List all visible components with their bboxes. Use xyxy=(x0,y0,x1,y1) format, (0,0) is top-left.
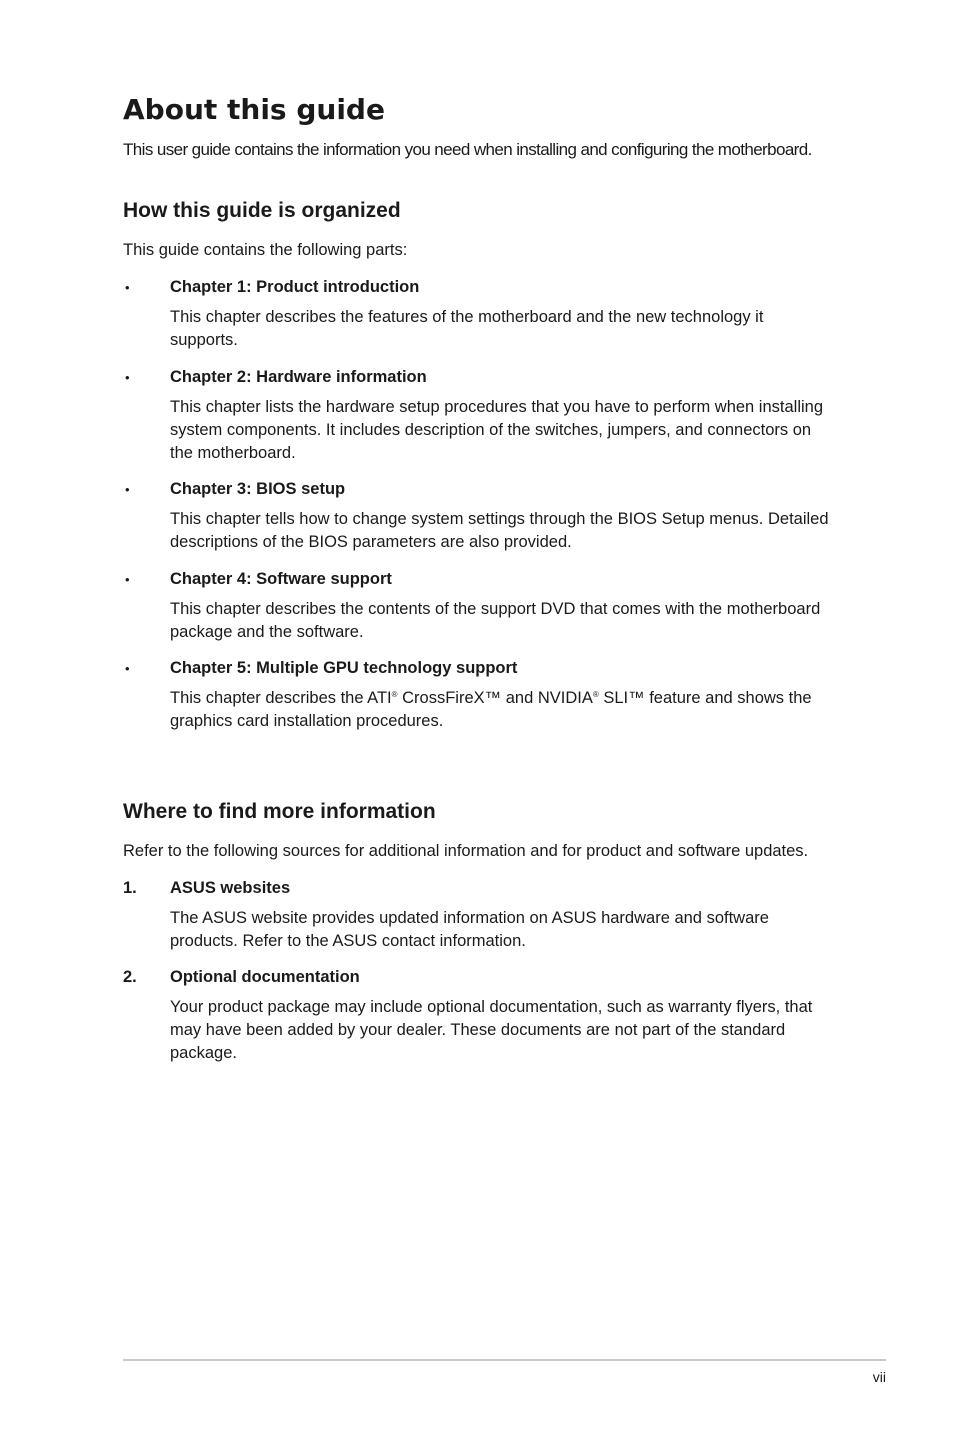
chapter-description: This chapter lists the hardware setup procedures that you have to perform when installing system components. It includes description of the switches, jumpers, and connectors on the motherboard. xyxy=(170,398,824,462)
page-number: vii xyxy=(872,1369,886,1385)
intro-text: This user guide contains the information you need when installing and configuring the motherboard. xyxy=(123,140,812,159)
chapter-title: Chapter 4: Software support xyxy=(170,570,392,588)
bullet-marker: • xyxy=(125,370,130,385)
item-number: 1. xyxy=(123,879,137,897)
section-heading-organized: How this guide is organized xyxy=(123,199,401,222)
chapter-description xyxy=(170,687,830,733)
chapter-description: This chapter describes the features of the motherboard and the new technology it supports. xyxy=(170,308,764,349)
item-number: 2. xyxy=(123,968,137,986)
source-description: Your product package may include optional documentation, such as warranty flyers, that may have been added by your dealer. These documents are not part of the standard package. xyxy=(170,998,813,1062)
chapter-title: Chapter 2: Hardware information xyxy=(170,368,427,386)
chapter-title: Chapter 3: BIOS setup xyxy=(170,480,346,498)
page-title: About this guide xyxy=(123,93,385,126)
registered-mark: ® xyxy=(592,690,599,699)
desc-part: SLI™ feature and shows the graphics card installation procedures. xyxy=(170,689,812,730)
desc-part: This chapter describes the ATI xyxy=(170,689,392,707)
registered-mark: ® xyxy=(391,690,398,699)
bullet-marker: • xyxy=(125,661,130,676)
organized-lead: This guide contains the following parts: xyxy=(123,241,408,259)
section-heading-more-info: Where to find more information xyxy=(123,800,436,823)
bullet-marker: • xyxy=(125,482,130,497)
desc-part: CrossFireX™ and NVIDIA xyxy=(397,689,593,707)
source-title: ASUS websites xyxy=(170,879,291,897)
more-info-lead: Refer to the following sources for additional information and for product and software updates. xyxy=(123,842,809,860)
chapter-title: Chapter 1: Product introduction xyxy=(170,278,420,296)
source-description: The ASUS website provides updated information on ASUS hardware and software products. Refer to the ASUS contact information. xyxy=(170,909,769,950)
chapter-title: Chapter 5: Multiple GPU technology support xyxy=(170,659,518,677)
bullet-marker: • xyxy=(125,280,130,295)
source-title: Optional documentation xyxy=(170,968,360,986)
chapter-description: This chapter tells how to change system settings through the BIOS Setup menus. Detailed descriptions of the BIOS parameters are also provided. xyxy=(170,510,829,551)
bullet-marker: • xyxy=(125,572,130,587)
chapter-description: This chapter describes the contents of the support DVD that comes with the motherboard package and the software. xyxy=(170,600,821,641)
footer-rule xyxy=(123,1359,886,1361)
